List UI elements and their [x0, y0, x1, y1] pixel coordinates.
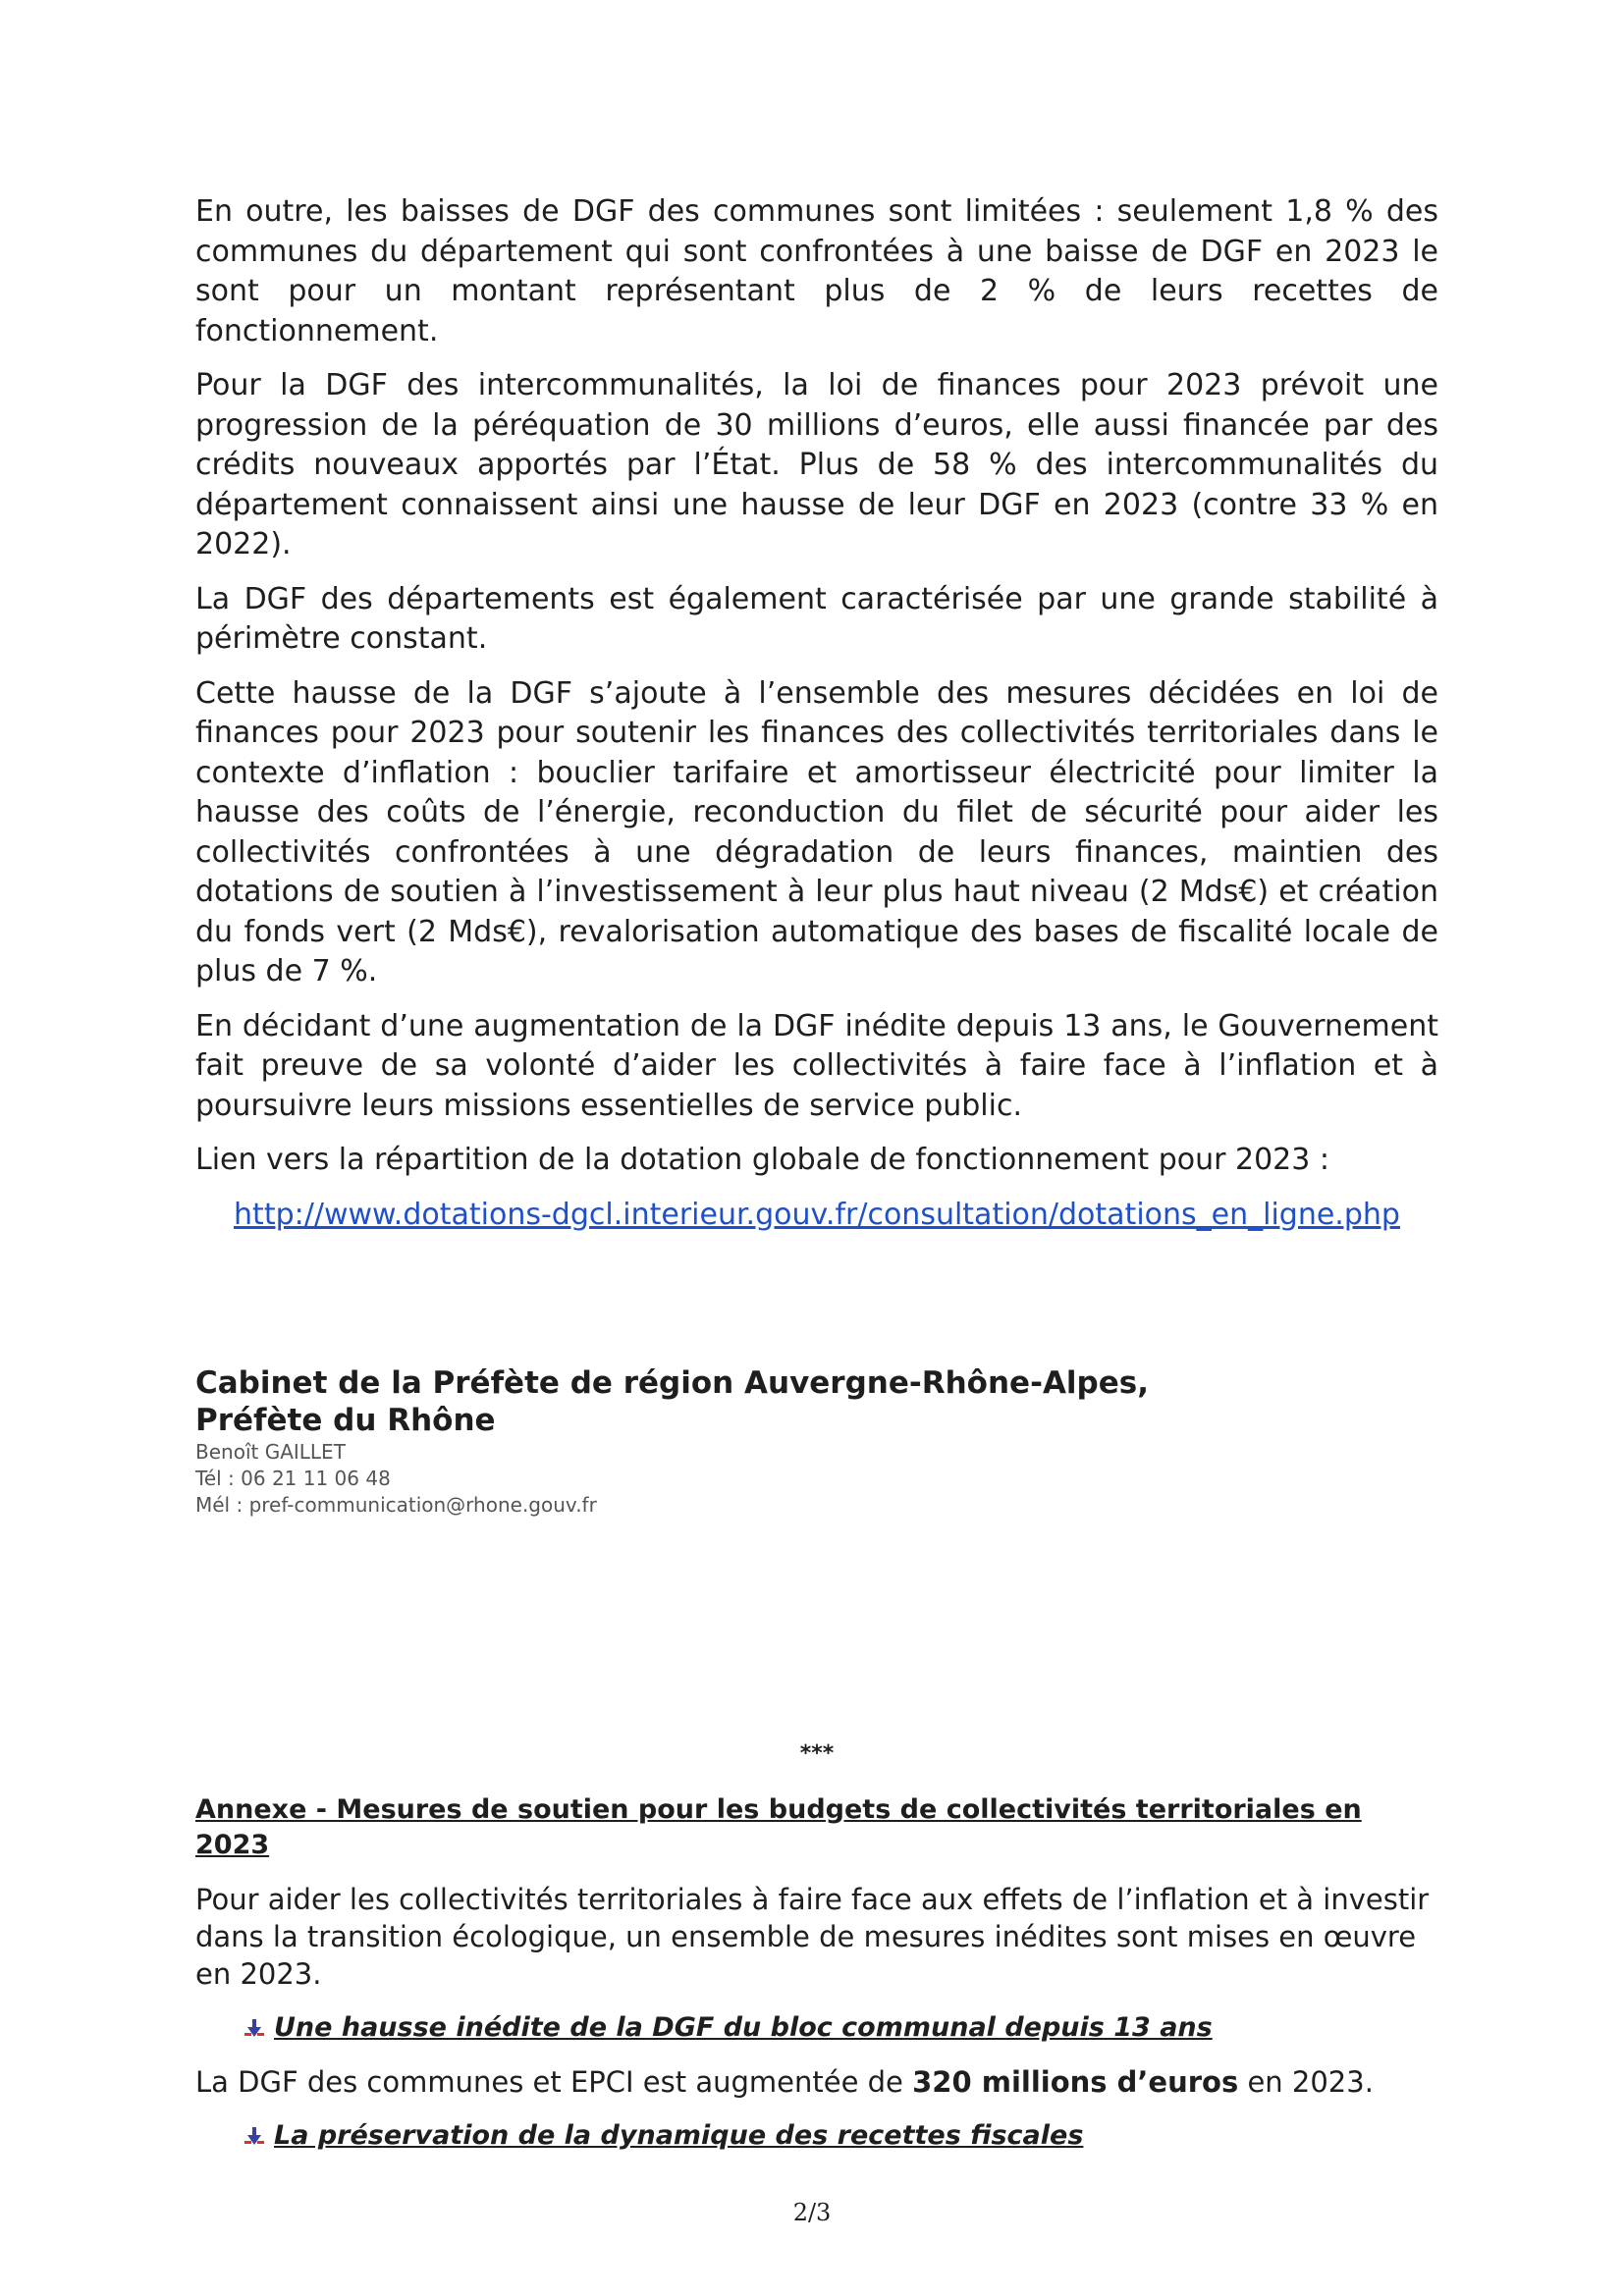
paragraph-dgf-departements: La DGF des départements est également caractérisée par une grande stabilité à périmètre constant.: [195, 581, 1438, 656]
annex-bullet-fiscal-text: La préservation de la dynamique des recettes fiscales: [274, 2120, 1084, 2151]
link-intro: Lien vers la répartition de la dotation globale de fonctionnement pour 2023 :: [195, 1143, 1329, 1177]
annex-dgf-text-before: La DGF des communes et EPCI est augmentée de: [195, 2065, 913, 2099]
annex-dgf-amount: 320 millions d’euros: [912, 2065, 1239, 2099]
contact-org-line2: Préfète du Rhône: [195, 1402, 496, 1438]
contact-org-line1: Cabinet de la Préfète de région Auvergne-Rhône-Alpes,: [195, 1364, 1150, 1401]
annex-intro: Pour aider les collectivités territoriales à faire face aux effets de l’inflation et à investir dans la transition écologique, un ensemble de mesures inédites sont mises en œuvre en 2023.: [195, 1883, 1430, 1991]
annex-bullet-fiscal: [244, 2118, 1438, 2154]
annex-bullet-dgf-text: Une hausse inédite de la DGF du bloc communal depuis 13 ans: [274, 2012, 1213, 2043]
link-container: [195, 1196, 1438, 1235]
paragraph-gouvernement: En décidant d’une augmentation de la DGF inédite depuis 13 ans, le Gouvernement fait preuve de sa volonté d’aider les collectivités à faire face à l’inflation et à poursuivre leurs missions essentielles de service public.: [195, 1008, 1438, 1123]
annex-title: Annexe - Mesures de soutien pour les budgets de collectivités territoriales en 2023: [195, 1794, 1362, 1860]
separator-stars: ***: [799, 1741, 835, 1766]
page-number: 2/3: [792, 2199, 832, 2226]
paragraph-mesures-loi-finances: Cette hausse de la DGF s’ajoute à l’ensemble des mesures décidées en loi de finances pour 2023 pour soutenir les finances des collectivités territoriales dans le contexte d’inflation : bouclier tarifaire et amortisseur électricité pour limiter la hausse des coûts de l’énergie, reconduction du filet de sécurité pour aider les collectivités confrontées à une dégradation de leurs finances, maintien des dotations de soutien à l’investissement à leur plus haut niveau (2 Mds€) et création du fonds vert (2 Mds€), revalorisation automatique des bases de fiscalité locale de plus de 7 %.: [195, 675, 1438, 988]
dotations-link[interactable]: http://www.dotations-dgcl.interieur.gouv.fr/consultation/dotations_en_ligne.php: [234, 1197, 1400, 1232]
annex-dgf-text-after: en 2023.: [1238, 2065, 1374, 2099]
arrow-bullet-icon: [244, 2017, 266, 2039]
annex-bullet-dgf: [244, 2010, 1438, 2046]
annex-section: [195, 1792, 1438, 2171]
contact-phone: Tél : 06 21 11 06 48: [195, 1466, 391, 1490]
paragraph-dgf-communes: En outre, les baisses de DGF des communes sont limitées : seulement 1,8 % des communes du département qui sont confrontées à une baisse de DGF en 2023 le sont pour un montant représentant plus de 2 % de leurs recettes de fonctionnement.: [195, 194, 1438, 348]
annex-dgf-paragraph: [195, 2063, 1438, 2101]
page-body: [195, 192, 1438, 2151]
contact-name: Benoît GAILLET: [195, 1439, 346, 1464]
contact-block: [195, 1364, 1438, 1519]
arrow-bullet-icon: [244, 2125, 266, 2147]
paragraph-dgf-intercommunalites: Pour la DGF des intercommunalités, la loi de finances pour 2023 prévoit une progression de la péréquation de 30 millions d’euros, elle aussi financée par des crédits nouveaux apportés par l’État. Plus de 58 % des intercommunalités du département connaissent ainsi une hausse de leur DGF en 2023 (contre 33 % en 2022).: [195, 368, 1438, 561]
contact-email: Mél : pref-communication@rhone.gouv.fr: [195, 1492, 597, 1517]
